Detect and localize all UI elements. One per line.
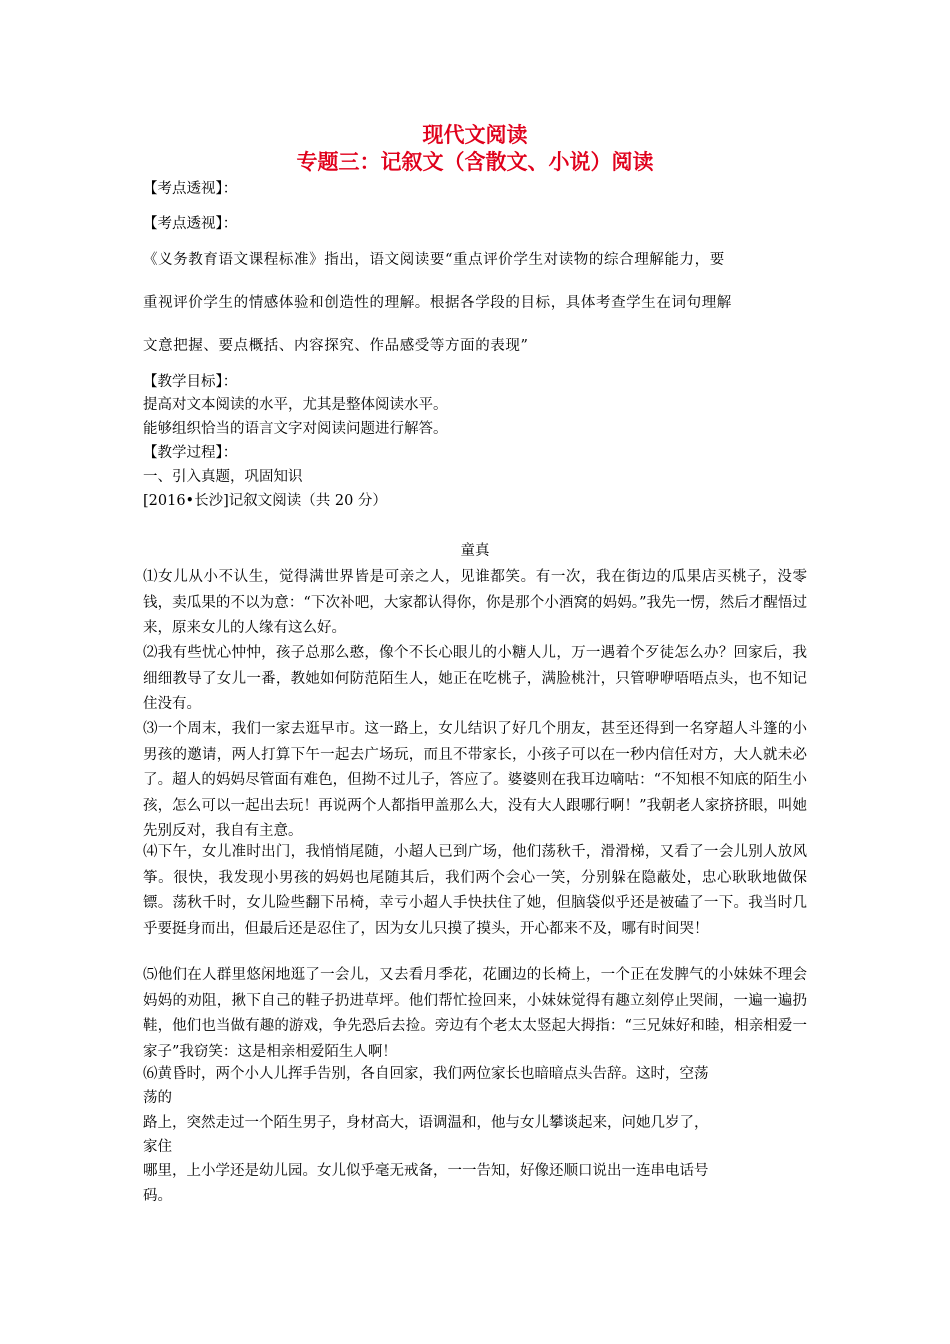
kaodian-line-3: 文意把握、要点概括、内容探究、作品感受等方面的表现” (143, 338, 529, 354)
story-title: 童真 (460, 543, 490, 559)
exam-source: [2016•长沙]记叙文阅读（共 20 分） (143, 493, 387, 509)
story-paragraph-6-line-3: 路上，突然走过一个陌生男子，身材高大，语调温和，他与女儿攀谈起来，问她几岁了， (143, 1115, 709, 1131)
section-label-guocheng: 【教学过程】： (143, 445, 238, 461)
story-paragraph-2: ⑵我有些忧心忡忡，孩子总那么憨，像个不长心眼儿的小糖人儿，万一遇着个歹徒怎么办？回家后，我细细教导了女儿一番，教她如何防范陌生人，她正在吃桃子，满脸桃汁，只管咿咿唔唔点头，也不知记住没有。 (143, 645, 807, 712)
mubiao-line-1: 提高对文本阅读的水平，尤其是整体阅读水平。 (143, 397, 448, 413)
story-paragraph-6-line-6: 码。 (143, 1188, 172, 1204)
section-label-mubiao: 【教学目标】： (143, 374, 238, 390)
section-label-kaodian-repeat: 【考点透视】： (143, 216, 238, 232)
section-label-kaodian: 【考点透视】： (143, 181, 238, 197)
document-title: 现代文阅读 (422, 122, 528, 147)
story-paragraph-6-line-1: ⑹黄昏时，两个小人儿挥手告别，各自回家，我们两位家长也暗暗点头告辞。这时，空荡 (143, 1066, 709, 1082)
step-heading: 一、引入真题，巩固知识 (143, 469, 303, 485)
story-paragraph-6-line-2: 荡的 (143, 1090, 172, 1106)
story-paragraph-3: ⑶一个周末，我们一家去逛早市。这一路上，女儿结识了好几个朋友，甚至还得到一名穿超人斗篷的小男孩的邀请，两人打算下午一起去广场玩，而且不带家长，小孩子可以在一秒内信任对方，大人就未必了。超人的妈妈尽管面有难色，但拗不过儿子，答应了。婆婆则在我耳边嘀咕：“不知根不知底的陌生小孩，怎么可以一起出去玩！再说两个人都指甲盖那么大，没有大人跟哪行啊！”我朝老人家挤挤眼，叫她先别反对，我自有主意。 (143, 721, 807, 839)
story-paragraph-6-line-4: 家住 (143, 1139, 172, 1155)
kaodian-line-2: 重视评价学生的情感体验和创造性的理解。根据各学段的目标，具体考查学生在词句理解 (143, 295, 732, 311)
mubiao-line-2: 能够组织恰当的语言文字对阅读问题进行解答。 (143, 421, 448, 437)
story-paragraph-1: ⑴女儿从小不认生，觉得满世界皆是可亲之人，见谁都笑。有一次，我在街边的瓜果店买桃子，没零钱，卖瓜果的不以为意：“下次补吧，大家都认得你，你是那个小酒窝的妈妈。”我先一愣，然后才醒悟过来，原来女儿的人缘有这么好。 (143, 569, 807, 636)
story-paragraph-4: ⑷下午，女儿准时出门，我悄悄尾随，小超人已到广场，他们荡秋千，滑滑梯，又看了一会儿别人放风筝。很快，我发现小男孩的妈妈也尾随其后，我们两个会心一笑，分别躲在隐蔽处，忠心耿耿地做保镖。荡秋千时，女儿险些翻下吊椅，幸亏小超人手快扶住了她，但脑袋似乎还是被磕了一下。我当时几乎要挺身而出，但最后还是忍住了，因为女儿只摸了摸头，开心都来不及，哪有时间哭！ (143, 844, 807, 937)
story-paragraph-5: ⑸他们在人群里悠闲地逛了一会儿，又去看月季花，花圃边的长椅上，一个正在发脾气的小妹妹不理会妈妈的劝阻，揪下自己的鞋子扔进草坪。他们帮忙捡回来，小妹妹觉得有趣立刻停止哭闹，一遍一遍扔鞋，他们也当做有趣的游戏，争先恐后去捡。旁边有个老太太竖起大拇指：“三兄妹好和睦，相亲相爱一家子”我窃笑：这是相亲相爱陌生人啊！ (143, 967, 807, 1060)
document-subtitle: 专题三：记叙文（含散文、小说）阅读 (296, 149, 654, 174)
kaodian-line-1: 《义务教育语文课程标准》指出，语文阅读要“重点评价学生对读物的综合理解能力，要 (143, 252, 725, 268)
story-paragraph-6-line-5: 哪里，上小学还是幼儿园。女儿似乎毫无戒备，一一告知，好像还顺口说出一连串电话号 (143, 1163, 709, 1179)
